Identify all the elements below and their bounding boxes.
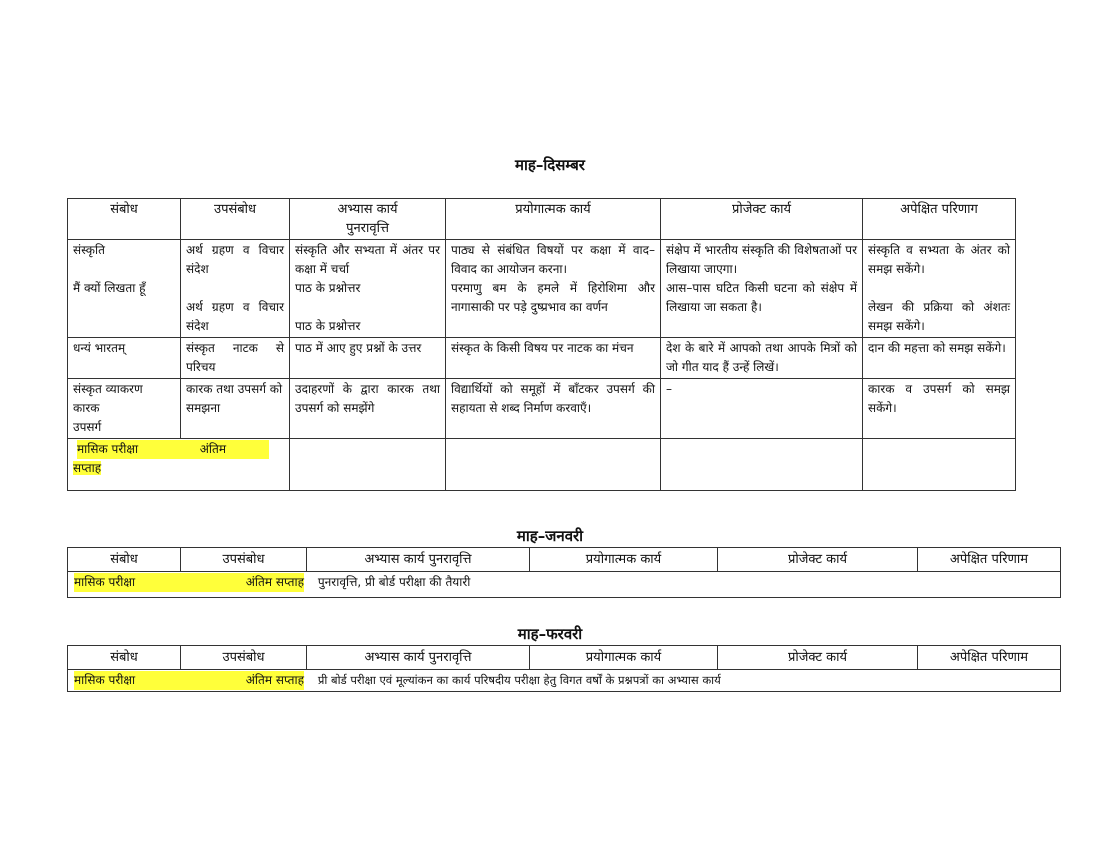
cell-abhyas — [290, 240, 446, 338]
cell-project: देश के बारे में आपको तथा आपके मित्रों को जो गीत याद हैं उन्हें लिखें। — [661, 338, 863, 379]
cell-text: संस्कृति व सभ्यता के अंतर को समझ सकेंगे। — [868, 243, 1010, 276]
december-header-row — [68, 199, 1016, 240]
table-row — [68, 379, 1016, 439]
final-week-label: अंतिम सप्ताह — [245, 575, 304, 589]
header-project: प्रोजेक्ट कार्य — [718, 548, 918, 572]
table-row — [68, 240, 1016, 338]
january-title: माह–जनवरी — [516, 527, 584, 545]
monthly-exam-highlight — [74, 573, 304, 592]
header-sambodh: संबोध — [68, 646, 181, 670]
header-abhyas-line1: अभ्यास कार्य — [337, 202, 398, 217]
table-row — [68, 572, 1061, 598]
table-row — [68, 670, 1061, 692]
cell-prayogatmak: संस्कृत के किसी विषय पर नाटक का मंचन — [446, 338, 661, 379]
header-abhyas-line2: पुनरावृत्ति — [346, 221, 389, 236]
cell-text: उपसर्ग — [73, 420, 102, 434]
cell-apekshit: दान की महत्ता को समझ सकेंगे। — [863, 338, 1016, 379]
cell-text: लेखन की प्रक्रिया को अंशतः समझ सकेंगे। — [868, 300, 1010, 333]
cell-text: संस्कृति — [73, 243, 105, 257]
header-apekshit: अपेक्षित परिणाम — [918, 646, 1061, 670]
empty-cell — [446, 439, 661, 491]
header-apekshit: अपेक्षित परिणाम — [918, 548, 1061, 572]
monthly-exam-label: मासिक परीक्षा — [74, 575, 136, 589]
final-label: अंतिम — [199, 442, 227, 456]
cell-sambodh — [68, 379, 181, 439]
december-title: माह–दिसम्बर — [515, 156, 585, 174]
cell-text: मैं क्यों लिखता हूँ — [73, 281, 146, 295]
monthly-exam-label: मासिक परीक्षा — [77, 442, 139, 456]
header-upsambodh: उपसंबोध — [181, 548, 307, 572]
header-prayogatmak: प्रयोगात्मक कार्य — [446, 199, 661, 240]
january-table — [67, 547, 1061, 598]
february-note-cell — [68, 670, 1061, 692]
monthly-exam-highlight — [77, 440, 269, 459]
cell-text: पाठ के प्रश्नोत्तर — [295, 281, 361, 295]
header-abhyas: अभ्यास कार्य पुनरावृत्ति — [307, 548, 530, 572]
final-week-label: अंतिम सप्ताह — [245, 673, 304, 687]
february-header-row — [68, 646, 1061, 670]
cell-text: संस्कृति और सभ्यता में अंतर पर कक्षा में चर्चा — [295, 243, 440, 276]
monthly-exam-cell — [68, 439, 290, 491]
empty-cell — [863, 439, 1016, 491]
cell-prayogatmak: विद्यार्थियों को समूहों में बाँटकर उपसर्ग की सहायता से शब्द निर्माण करवाएँ। — [446, 379, 661, 439]
empty-cell — [290, 439, 446, 491]
cell-abhyas: उदाहरणों के द्वारा कारक तथा उपसर्ग को समझेंगे — [290, 379, 446, 439]
header-sambodh: संबोध — [68, 199, 181, 240]
cell-text: कारक — [73, 401, 100, 415]
cell-text: पाठ के प्रश्नोत्तर — [295, 319, 361, 333]
header-upsambodh: उपसंबोध — [181, 646, 307, 670]
february-note: प्री बोर्ड परीक्षा एवं मूल्यांकन का कार्य परिषदीय परीक्षा हेतु विगत वर्षों के प्रश्नपत्रों का अभ्यास कार्य — [317, 673, 721, 687]
cell-apekshit — [863, 240, 1016, 338]
header-sambodh: संबोध — [68, 548, 181, 572]
week-label: सप्ताह — [73, 461, 102, 475]
cell-sambodh: धन्यं भारतम् — [68, 338, 181, 379]
january-note: पुनरावृत्ति, प्री बोर्ड परीक्षा की तैयारी — [317, 575, 471, 589]
cell-sambodh — [68, 240, 181, 338]
january-note-cell — [68, 572, 1061, 598]
cell-apekshit: कारक व उपसर्ग को समझ सकेंगे। — [863, 379, 1016, 439]
cell-abhyas: पाठ में आए हुए प्रश्नों के उत्तर — [290, 338, 446, 379]
cell-text: संस्कृत व्याकरण — [73, 382, 143, 396]
cell-text: आस–पास घटित किसी घटना को संक्षेप में लिखाया जा सकता है। — [666, 281, 857, 314]
cell-prayogatmak — [446, 240, 661, 338]
cell-project — [661, 240, 863, 338]
cell-project: – — [661, 379, 863, 439]
february-table — [67, 645, 1061, 692]
header-prayogatmak: प्रयोगात्मक कार्य — [530, 646, 718, 670]
header-project: प्रोजेक्ट कार्य — [661, 199, 863, 240]
header-abhyas — [290, 199, 446, 240]
cell-text: संक्षेप में भारतीय संस्कृति की विशेषताओं पर लिखाया जाएगा। — [666, 243, 857, 276]
cell-text: अर्थ ग्रहण व विचार संदेश — [186, 300, 284, 333]
header-abhyas: अभ्यास कार्य पुनरावृत्ति — [307, 646, 530, 670]
january-header-row — [68, 548, 1061, 572]
february-title: माह–फरवरी — [517, 625, 583, 643]
header-upsambodh: उपसंबोध — [181, 199, 290, 240]
cell-text: अर्थ ग्रहण व विचार संदेश — [186, 243, 284, 276]
table-row — [68, 338, 1016, 379]
empty-cell — [661, 439, 863, 491]
header-apekshit: अपेक्षित परिणाग — [863, 199, 1016, 240]
table-row — [68, 439, 1016, 491]
cell-text: पाठ्य से संबंधित विषयों पर कक्षा में वाद–विवाद का आयोजन करना। — [451, 243, 655, 276]
cell-upsambodh: कारक तथा उपसर्ग को समझना — [181, 379, 290, 439]
cell-upsambodh — [181, 240, 290, 338]
monthly-exam-highlight — [74, 671, 304, 690]
monthly-exam-label: मासिक परीक्षा — [74, 673, 136, 687]
header-project: प्रोजेक्ट कार्य — [718, 646, 918, 670]
header-prayogatmak: प्रयोगात्मक कार्य — [530, 548, 718, 572]
cell-upsambodh: संस्कृत नाटक से परिचय — [181, 338, 290, 379]
december-table — [67, 198, 1016, 491]
cell-text: परमाणु बम के हमले में हिरोशिमा और नागासाकी पर पड़े दुष्प्रभाव का वर्णन — [451, 281, 655, 314]
